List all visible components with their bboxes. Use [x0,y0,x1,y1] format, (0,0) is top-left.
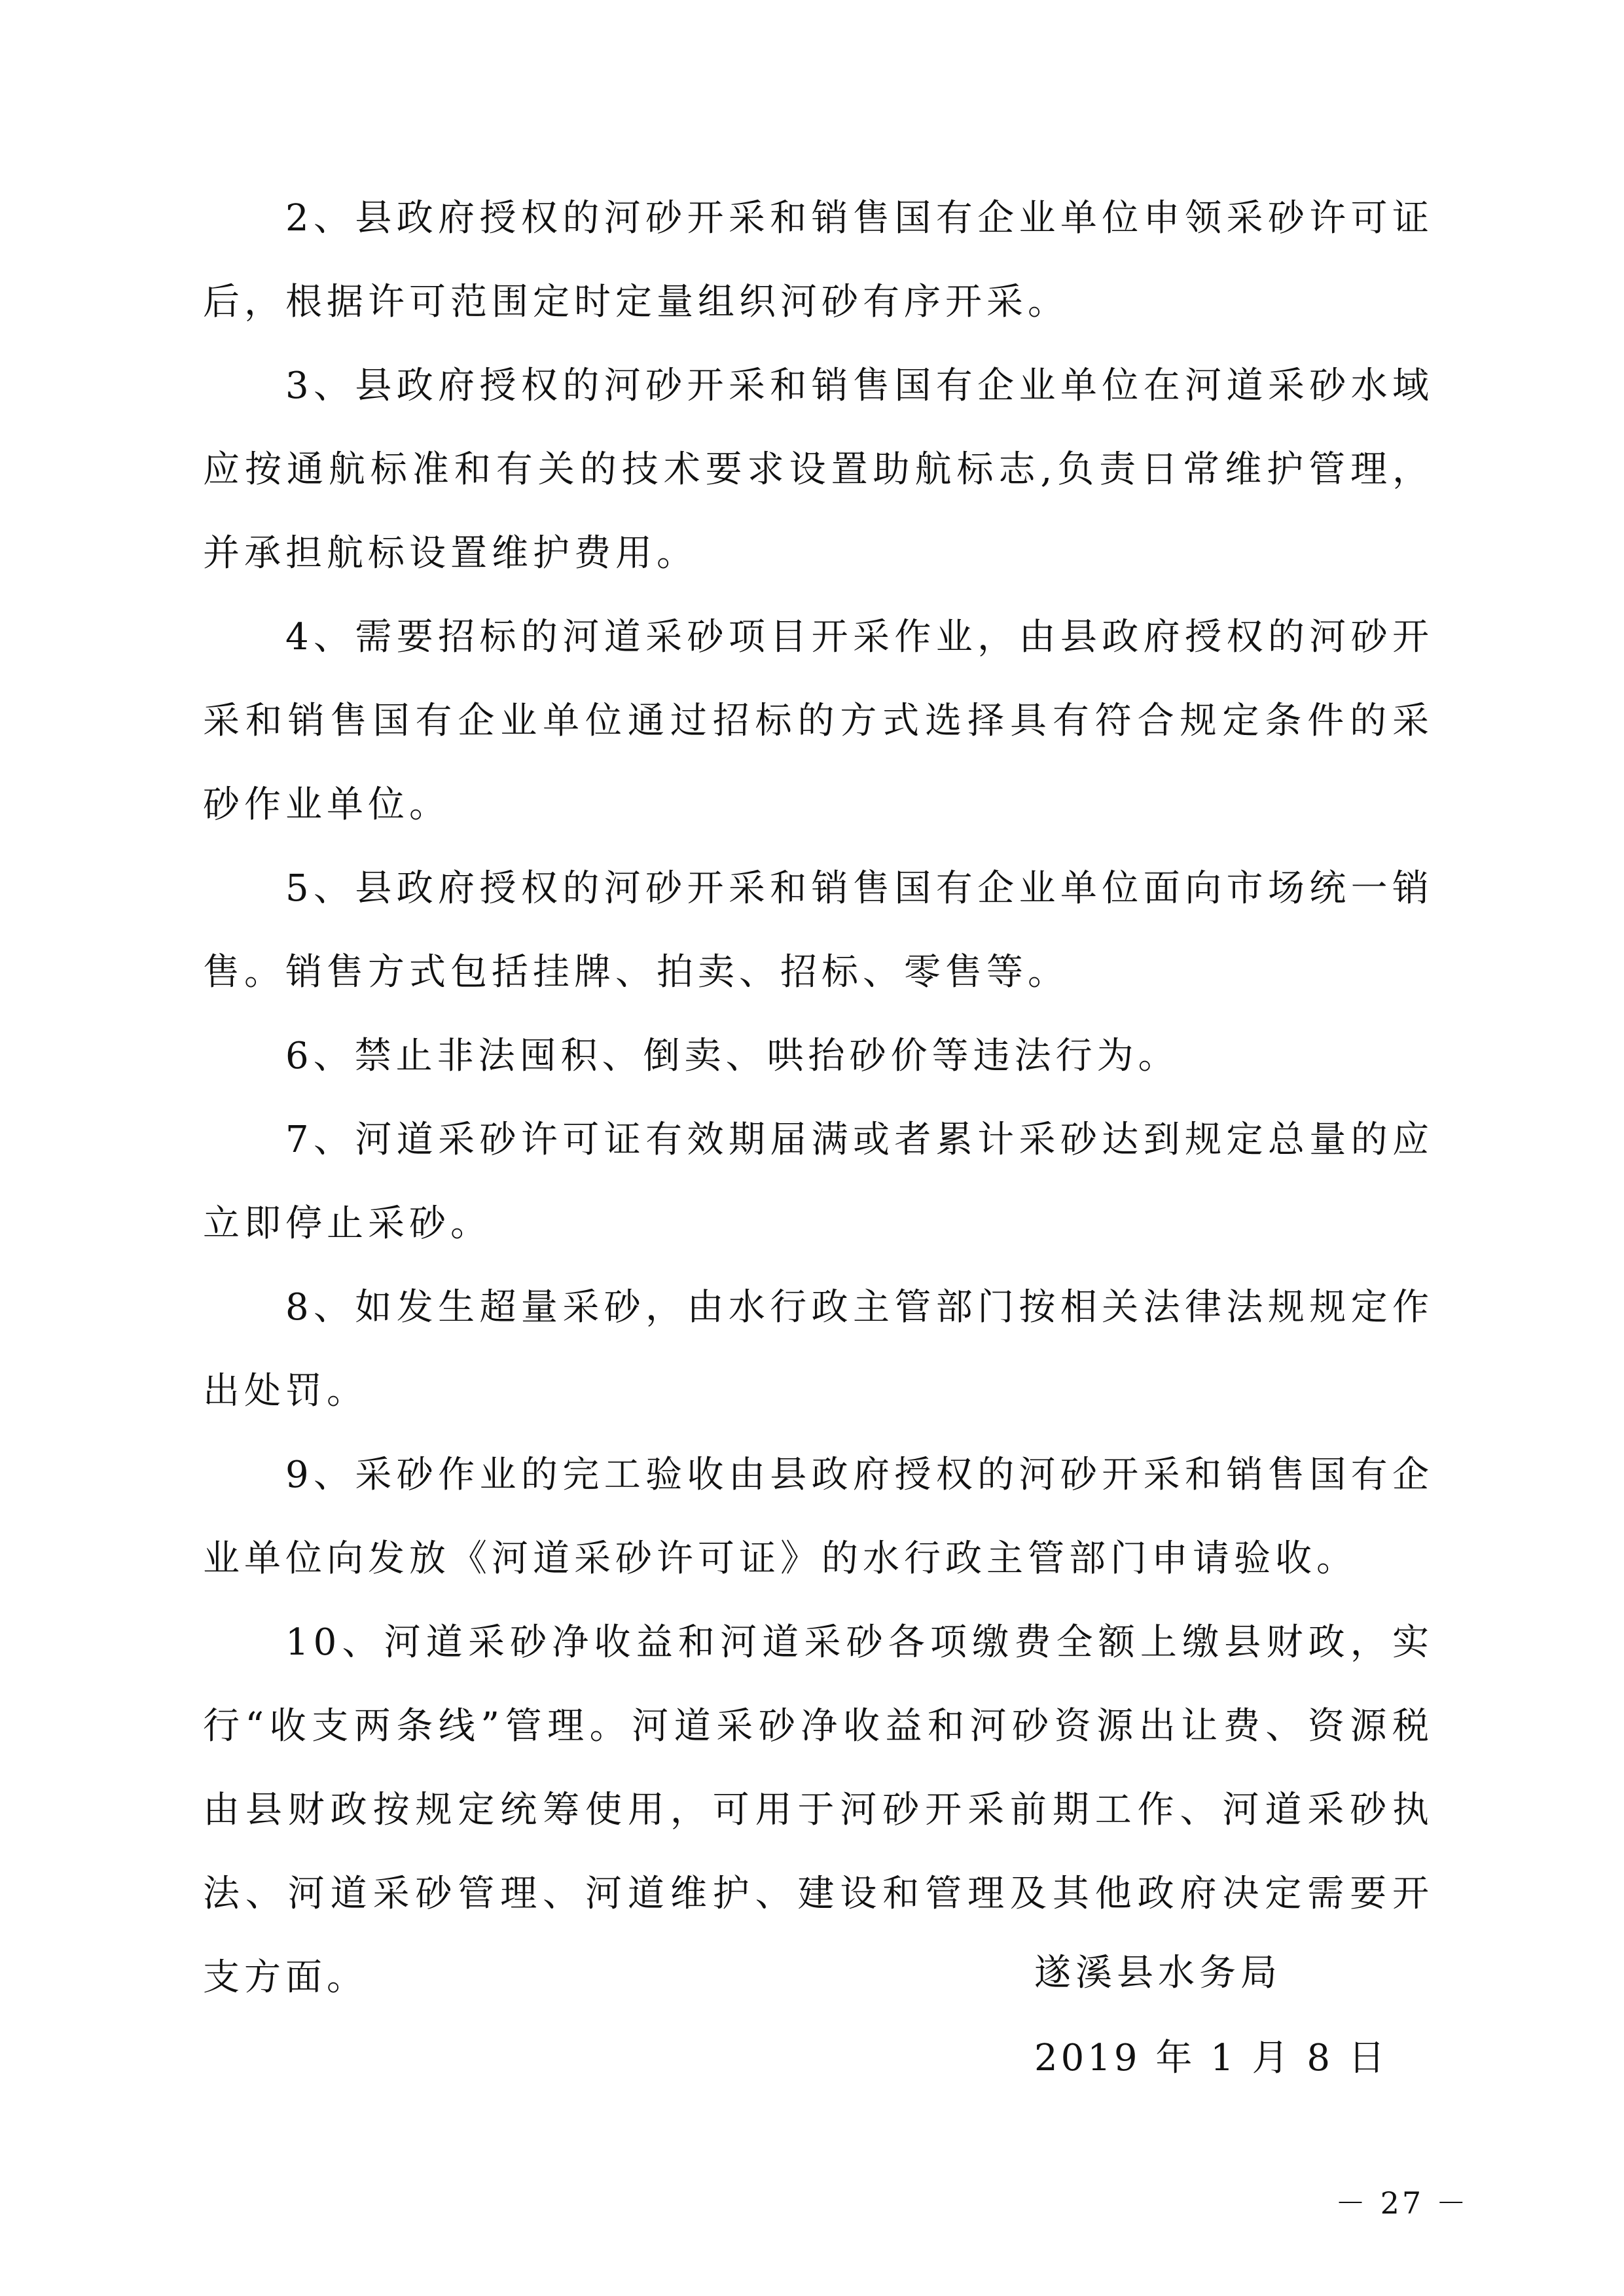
signature-organization: 遂溪县水务局 [1034,1952,1282,1994]
page-number: － 27 － [1335,2185,1469,2221]
document-body [203,177,1434,2020]
paragraph-item-8: 8、如发生超量采砂，由水行政主管部门按相关法律法规规定作出处罚。 [203,1286,1434,1412]
signature-date: 2019 年 1 月 8 日 [1034,2037,1388,2079]
paragraph-item-6: 6、禁止非法囤积、倒卖、哄抬砂价等违法行为。 [285,1035,1180,1077]
paragraph-item-7: 7、河道采砂许可证有效期届满或者累计采砂达到规定总量的应立即停止采砂。 [203,1119,1434,1245]
paragraph-item-5: 5、县政府授权的河砂开采和销售国有企业单位面向市场统一销售。销售方式包括挂牌、拍卖、招标、零售等。 [203,867,1434,994]
paragraph-item-2: 2、县政府授权的河砂开采和销售国有企业单位申领采砂许可证后，根据许可范围定时定量组织河砂有序开采。 [203,197,1434,323]
paragraph-item-9: 9、采砂作业的完工验收由县政府授权的河砂开采和销售国有企业单位向发放《河道采砂许可证》的水行政主管部门申请验收。 [203,1454,1434,1580]
paragraph-item-10: 10、河道采砂净收益和河道采砂各项缴费全额上缴县财政，实行“收支两条线”管理。河道采砂净收益和河砂资源出让费、资源税由县财政按规定统筹使用，可用于河砂开采前期工作、河道采砂执法、河道采砂管理、河道维护、建设和管理及其他政府决定需要开支方面。 [203,1621,1434,1999]
paragraph-item-3: 3、县政府授权的河砂开采和销售国有企业单位在河道采砂水域应按通航标准和有关的技术要求设置助航标志,负责日常维护管理，并承担航标设置维护费用。 [203,365,1434,575]
paragraph-item-4: 4、需要招标的河道采砂项目开采作业，由县政府授权的河砂开采和销售国有企业单位通过招标的方式选择具有符合规定条件的采砂作业单位。 [203,616,1434,826]
